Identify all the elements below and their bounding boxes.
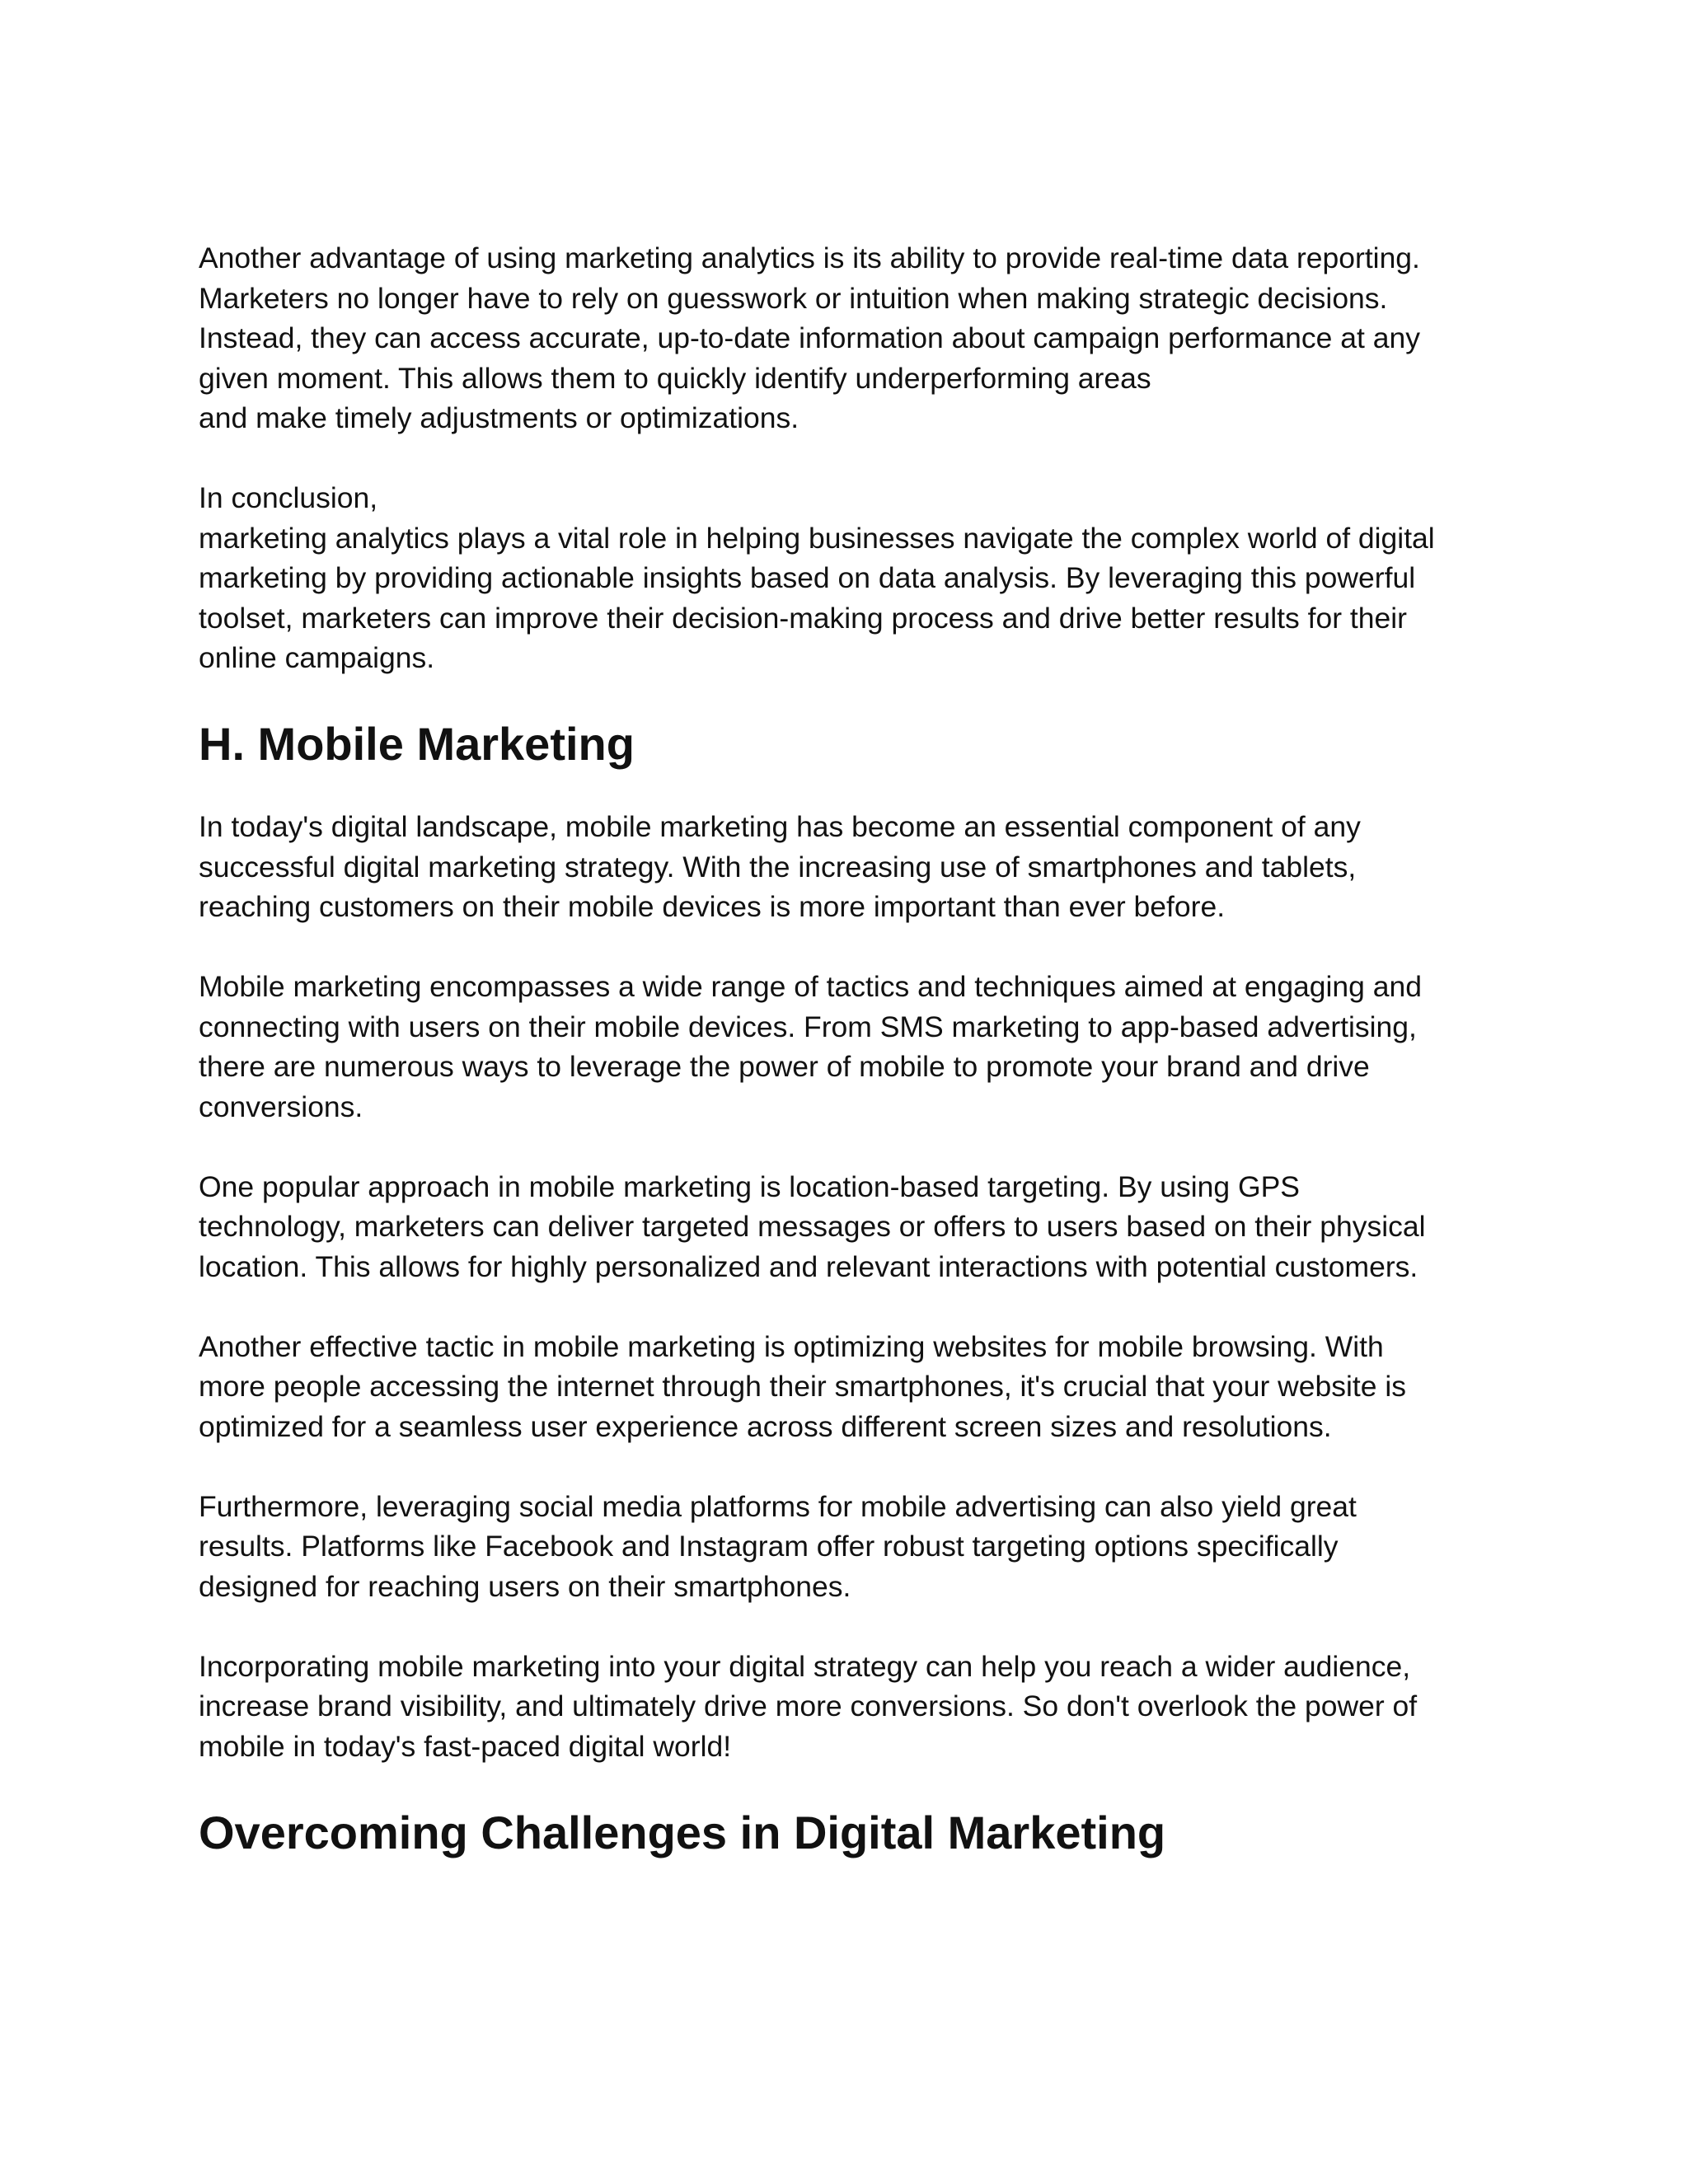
heading-overcoming-challenges: Overcoming Challenges in Digital Marketing — [199, 1806, 1166, 1858]
paragraph-mobile-conclusion: Incorporating mobile marketing into your digital strategy can help you reach a wider audience, increase brand visibility, and ultimately drive more conversions. So don't overlook the power of mobile in today's fast-paced digital world! — [199, 1649, 1418, 1763]
heading-mobile-marketing: H. Mobile Marketing — [199, 718, 635, 770]
paragraph-social-media: Furthermore, leveraging social media platforms for mobile advertising can also yield great results. Platforms like Facebook and Instagram offer robust targeting options specifically designed for reaching users on their smartphones. — [199, 1489, 1357, 1603]
document-content — [199, 238, 1501, 1859]
paragraph-conclusion: In conclusion, marketing analytics plays a vital role in helping businesses navigate the complex world of digital marketing by providing actionable insights based on data analysis. By leveraging this powerful toolset, marketers can improve their decision-making process and drive better results for their online campaigns. — [199, 481, 1435, 674]
paragraph-mobile-websites: Another effective tactic in mobile marketing is optimizing websites for mobile browsing. With more people accessing the internet through their smartphones, it's crucial that your website is optimized for a seamless user experience across different screen sizes and resolutions. — [199, 1329, 1406, 1443]
paragraph-realtime-reporting: Another advantage of using marketing analytics is its ability to provide real-time data reporting. Marketers no longer have to rely on guesswork or intuition when making strategic decisions. Instead, they can access accurate, up-to-date information about campaign performance at any given moment. This allows them to quickly identify underperforming areas and make timely adjustments or optimizations. — [199, 241, 1420, 434]
paragraph-mobile-tactics: Mobile marketing encompasses a wide range of tactics and techniques aimed at engaging and connecting with users on their mobile devices. From SMS marketing to app-based advertising, there are numerous ways to leverage the power of mobile to promote your brand and drive conversions. — [199, 970, 1423, 1123]
paragraph-location-targeting: One popular approach in mobile marketing is location-based targeting. By using GPS technology, marketers can deliver targeted messages or offers to users based on their physical location. This allows for highly personalized and relevant interactions with potential customers. — [199, 1169, 1426, 1283]
paragraph-mobile-intro: In today's digital landscape, mobile marketing has become an essential component of any successful digital marketing strategy. With the increasing use of smartphones and tablets, reaching customers on their mobile devices is more important than ever before. — [199, 810, 1361, 923]
